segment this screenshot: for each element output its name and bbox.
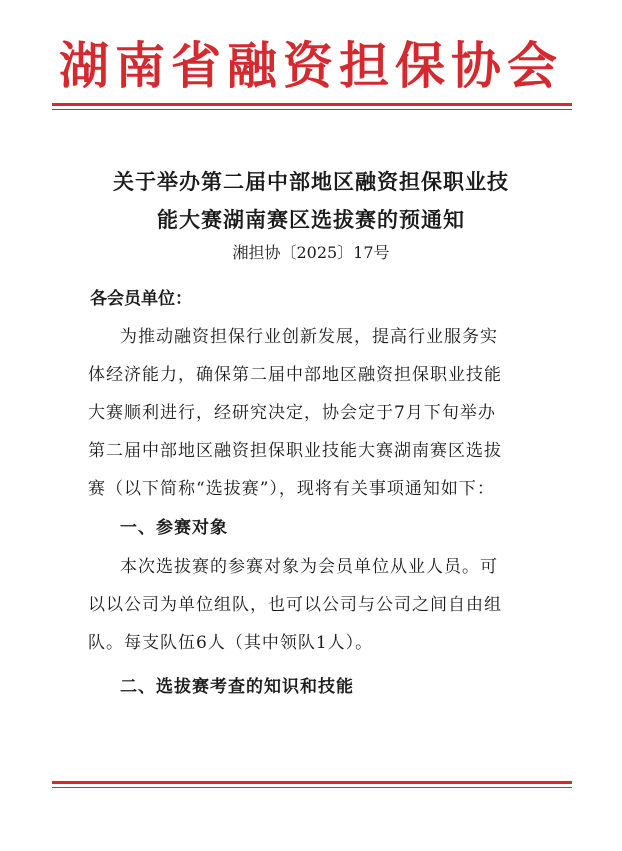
footer-rule-thick	[52, 781, 572, 784]
masthead-org-name: 湖南省融资担保协会	[59, 36, 563, 95]
section-1-line: 队。每支队伍6人（其中领队1人）。	[88, 633, 374, 653]
document-number: 湘担协〔2025〕17号	[232, 243, 390, 262]
body-line: 体经济能力，确保第二届中部地区融资担保职业技能	[88, 365, 502, 385]
footer-rule-thin	[52, 787, 572, 788]
section-2-heading: 二、选拔赛考查的知识和技能	[120, 677, 354, 697]
body-line: 第二届中部地区融资担保职业技能大赛湖南赛区选拔	[88, 441, 502, 461]
section-1-line: 以以公司为单位组队，也可以公司与公司之间自由组	[88, 595, 502, 615]
body-line: 为推动融资担保行业创新发展，提高行业服务实	[120, 327, 498, 347]
notice-title-line-1: 关于举办第二届中部地区融资担保职业技	[113, 169, 509, 194]
notice-title-line-2: 能大赛湖南赛区选拔赛的预通知	[157, 207, 465, 232]
masthead-rule-thin	[52, 109, 572, 110]
body-line: 大赛顺利进行，经研究决定，协会定于7月下旬举办	[88, 403, 496, 423]
body-line: 赛（以下简称“选拔赛”），现将有关事项通知如下：	[88, 479, 495, 499]
section-1-heading: 一、参赛对象	[120, 518, 228, 538]
section-1-line: 本次选拔赛的参赛对象为会员单位从业人员。可	[120, 557, 498, 577]
salutation: 各会员单位：	[90, 289, 192, 309]
masthead-rule-thick	[52, 103, 572, 106]
